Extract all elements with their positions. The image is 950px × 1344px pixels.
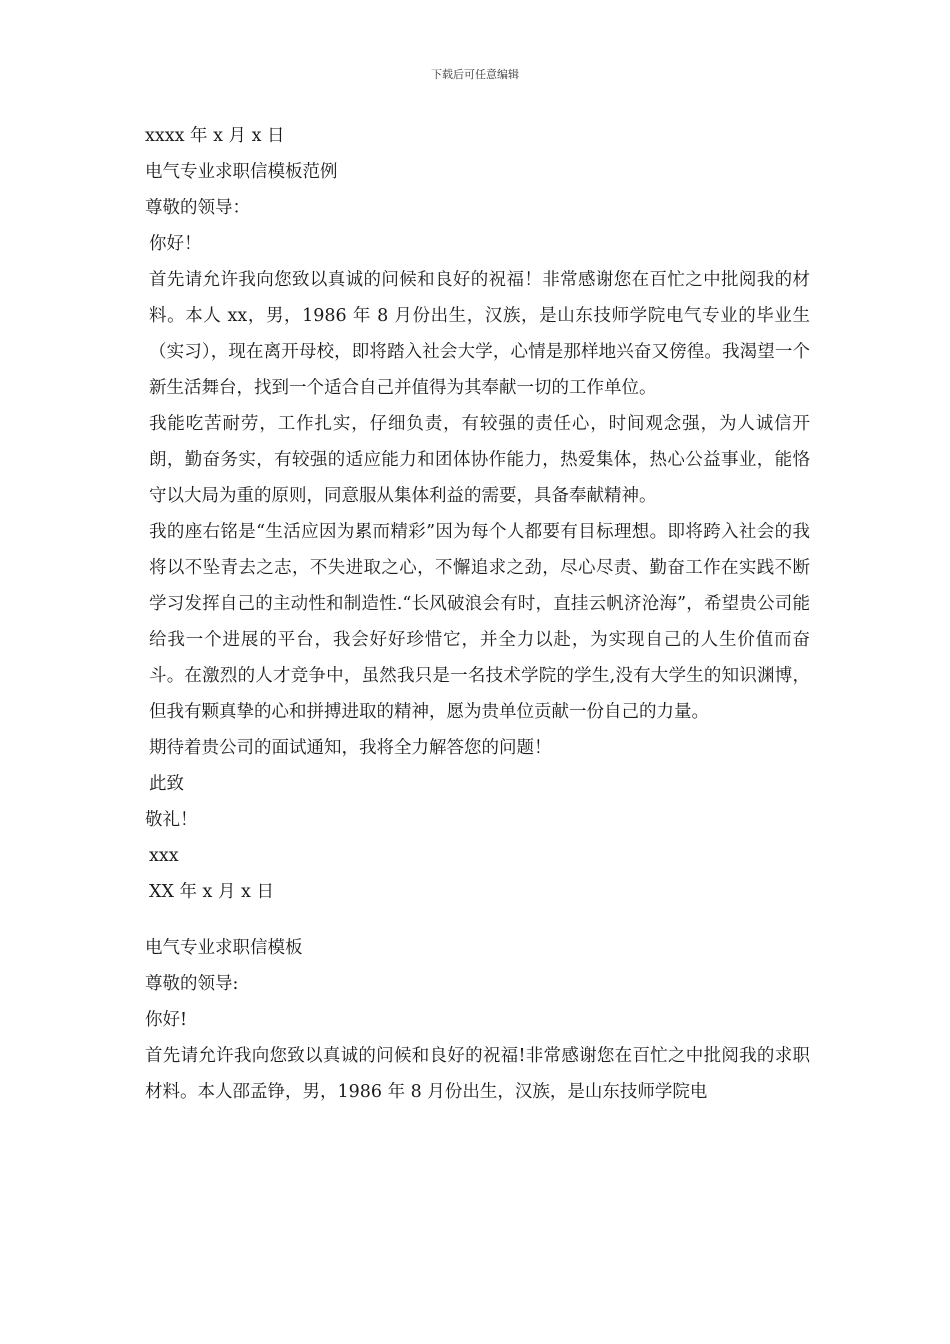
section-spacer [145,910,810,930]
letter1-paragraph-qualities: 我能吃苦耐劳，工作扎实，仔细负责，有较强的责任心，时间观念强，为人诚信开朗，勤奋务实，有较强的适应能力和团体协作能力，热爱集体，热心公益事业，能恪守以大局为重的原则，同意服从集体利益的需要，具备奉献精神。 [149,414,810,506]
letter1-paragraph-intro: 首先请允许我向您致以真诚的问候和良好的祝福！非常感谢您在百忙之中批阅我的材料。本人 xx，男，1986 年 8 月份出生，汉族，是山东技师学院电气专业的毕业生（实习），现在离开母校，即将踏入社会大学，心情是那样地兴奋又傍徨。我渴望一个新生活舞台，找到一个适合自己并值得为其奉献一切的工作单位。 [149,270,810,398]
letter1-title: 电气专业求职信模板范例 [145,162,338,182]
letter1-salutation: 尊敬的领导： [145,198,250,218]
letter2-title: 电气专业求职信模板 [145,938,303,958]
letter1-closing-salute: 此致 [149,774,184,794]
letter2-greeting: 你好! [145,1010,188,1030]
letter1-paragraph-closing: 期待着贵公司的面试通知，我将全力解答您的问题！ [149,738,552,758]
document-body [145,118,810,1110]
letter1-date-top: xxxx 年 x 月 x 日 [145,126,285,146]
letter2-salutation: 尊敬的领导: [145,974,239,994]
letter1-paragraph-motto: 我的座右铭是“生活应因为累而精彩”因为每个人都要有目标理想。即将跨入社会的我将以不坠青去之志，不失进取之心，不懈追求之劲，尽心尽责、勤奋工作在实践不断学习发挥自己的主动性和制造性.“长风破浪会有时，直挂云帆济沧海”，希望贵公司能给我一个进展的平台，我会好好珍惜它，并全力以赴，为实现自己的人生价值而奋斗。在激烈的人才竞争中，虽然我只是一名技术学院的学生,没有大学生的知识渊博，但我有颗真挚的心和拼搏进取的精神，愿为贵单位贡献一份自己的力量。 [149,522,810,722]
letter1-date-bottom: XX 年 x 月 x 日 [149,882,274,902]
letter1-signature: xxx [149,846,179,866]
letter1-closing-regards: 敬礼！ [145,810,198,830]
page-header-note: 下载后可任意编辑 [431,68,519,81]
letter1-greeting: 你好！ [149,234,202,254]
letter2-paragraph-intro: 首先请允许我向您致以真诚的问候和良好的祝福!非常感谢您在百忙之中批阅我的求职材料。本人邵孟铮，男，1986 年 8 月份出生，汉族，是山东技师学院电 [145,1046,810,1102]
